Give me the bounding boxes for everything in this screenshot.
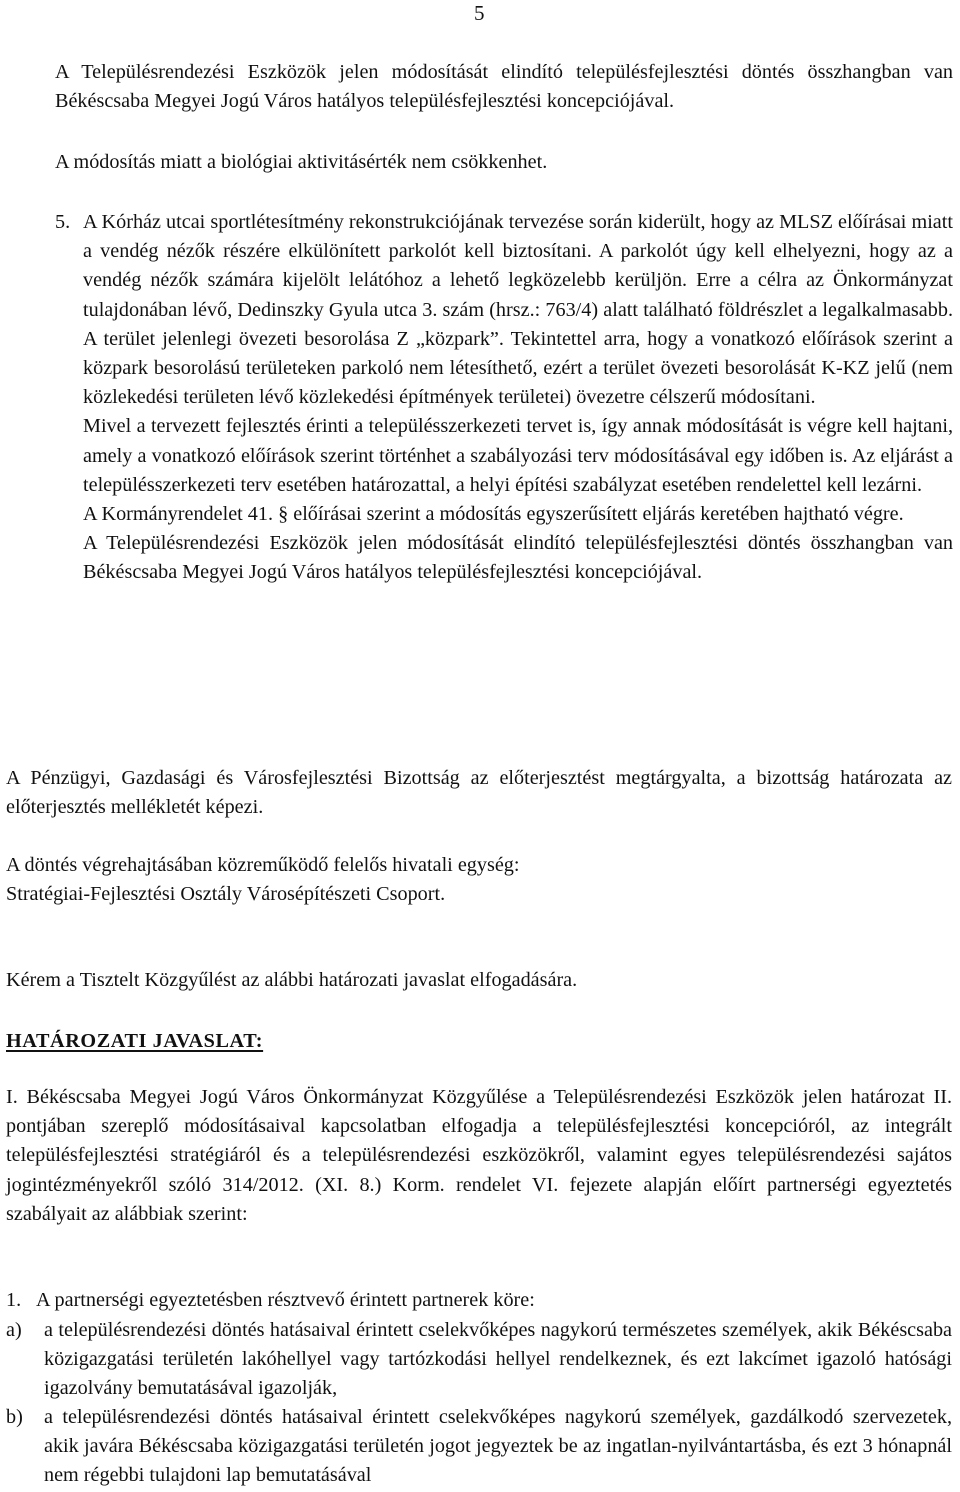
intro-note: A módosítás miatt a biológiai aktivitásérték nem csökkenhet. <box>55 151 548 173</box>
intro-paragraph: A Településrendezési Eszközök jelen módosítását elindító településfejlesztési döntés összhangban van Békéscsaba Megyei Jogú Város hatályos településfejlesztési koncepciójával. <box>55 61 953 113</box>
proposal-intro: I. Békéscsaba Megyei Jogú Város Önkormányzat Közgyűlése a Településrendezési Eszközök jelen határozat II. pontjában szereplő módosításaival kapcsolatban elfogadja a településfejlesztési koncepcióról, az integrált településfejlesztési stratégiáról és a településrendezési eszközökről, valamint egyes településrendezési sajátos jogintézményekről szóló 314/2012. (XI. 8.) Korm. rendelet VI. fejezete alapján előírt partnerségi egyeztetés szabályait az alábbiak szerint: <box>6 1086 952 1225</box>
responsible-unit <box>6 851 952 909</box>
responsible-unit-name: Stratégiai-Fejlesztési Osztály Városépítészeti Csoport. <box>6 883 446 906</box>
item-5-paragraph-2: Mivel a tervezett fejlesztés érinti a településszerkezeti tervet is, így annak módosítását is végre kell hajtani, amely a vonatkozó előírások szerint történhet a szabályozási terv módosításával egy időben is. Az eljárást a településszerkezeti terv esetében határozattal, a helyi építési szabályzat esetében rendelettel kell lezárni. <box>83 415 953 496</box>
item-5-paragraph-4: A Településrendezési Eszközök jelen módosítását elindító településfejlesztési döntés összhangban van Békéscsaba Megyei Jogú Város hatályos településfejlesztési koncepciójával. <box>83 532 953 584</box>
page-number: 5 <box>474 1 485 25</box>
list-item-b-text: a településrendezési döntés hatásaival érintett cselekvőképes nagykorú személyek, gazdálkodó szervezetek, akik javára Békéscsaba közigazgatási területén jogot jegyeztek be az ingatlan-nyilvántartásba, és ezt 3 hónapnál nem régebbi tulajdoni lap bemutatásával <box>44 1406 952 1487</box>
proposal-point-1-number: 1. <box>6 1289 22 1311</box>
item-5-paragraph-3: A Kormányrendelet 41. § előírásai szerint a módosítás egyszerűsített eljárás keretében hajtható végre. <box>83 503 904 526</box>
list-item-a-letter: a) <box>6 1319 22 1341</box>
proposal-heading: HATÁROZATI JAVASLAT: <box>6 1030 264 1052</box>
proposal-point-1-text: A partnerségi egyeztetésben résztvevő érintett partnerek köre: <box>36 1289 535 1311</box>
item-5-body <box>83 208 953 588</box>
committee-paragraph: A Pénzügyi, Gazdasági és Városfejlesztési Bizottság az előterjesztést megtárgyalta, a bizottság határozata az előterjesztés mellékletét képezi. <box>6 767 952 819</box>
item-5 <box>55 208 953 588</box>
list-item-a-text: a településrendezési döntés hatásaival érintett cselekvőképes nagykorú természetes személyek, akik Békéscsaba közigazgatási területén lakóhellyel vagy tartózkodási hellyel rendelkeznek, és ezt lakcímet igazoló hatósági igazolvány bemutatásával igazolják, <box>44 1319 952 1400</box>
request-paragraph: Kérem a Tisztelt Közgyűlést az alábbi határozati javaslat elfogadására. <box>6 969 578 991</box>
proposal-point-1 <box>6 1286 952 1315</box>
list-item-a <box>6 1316 952 1404</box>
item-5-paragraph-1: A Kórház utcai sportlétesítmény rekonstrukciójának tervezése során kiderült, hogy az MLSZ előírásai miatt a vendég nézők részére elkülönített parkolót kell biztosítani. A parkolót úgy kell elhelyezni, hogy az a vendég nézők számára kijelölt lelátóhoz a lehető legközelebb kerüljön. Erre a célra az Önkormányzat tulajdonában lévő, Dedinszky Gyula utca 3. szám (hrsz.: 763/4) alatt található földrészlet a legalkalmasabb. A terület jelenlegi övezeti besorolása Z „közpark”. Tekintettel arra, hogy a vonatkozó előírások szerint a közpark besorolású területeken parkoló nem létesíthető, ezért a terület övezeti besorolását K-KZ jelű (nem közlekedési területen lévő közlekedési építmények területei) övezetre célszerű módosítani. <box>83 211 953 409</box>
list-item-b-letter: b) <box>6 1406 23 1428</box>
item-5-number: 5. <box>55 211 71 233</box>
responsible-unit-label: A döntés végrehajtásában közreműködő felelős hivatali egység: <box>6 854 520 876</box>
list-item-b <box>6 1403 952 1491</box>
